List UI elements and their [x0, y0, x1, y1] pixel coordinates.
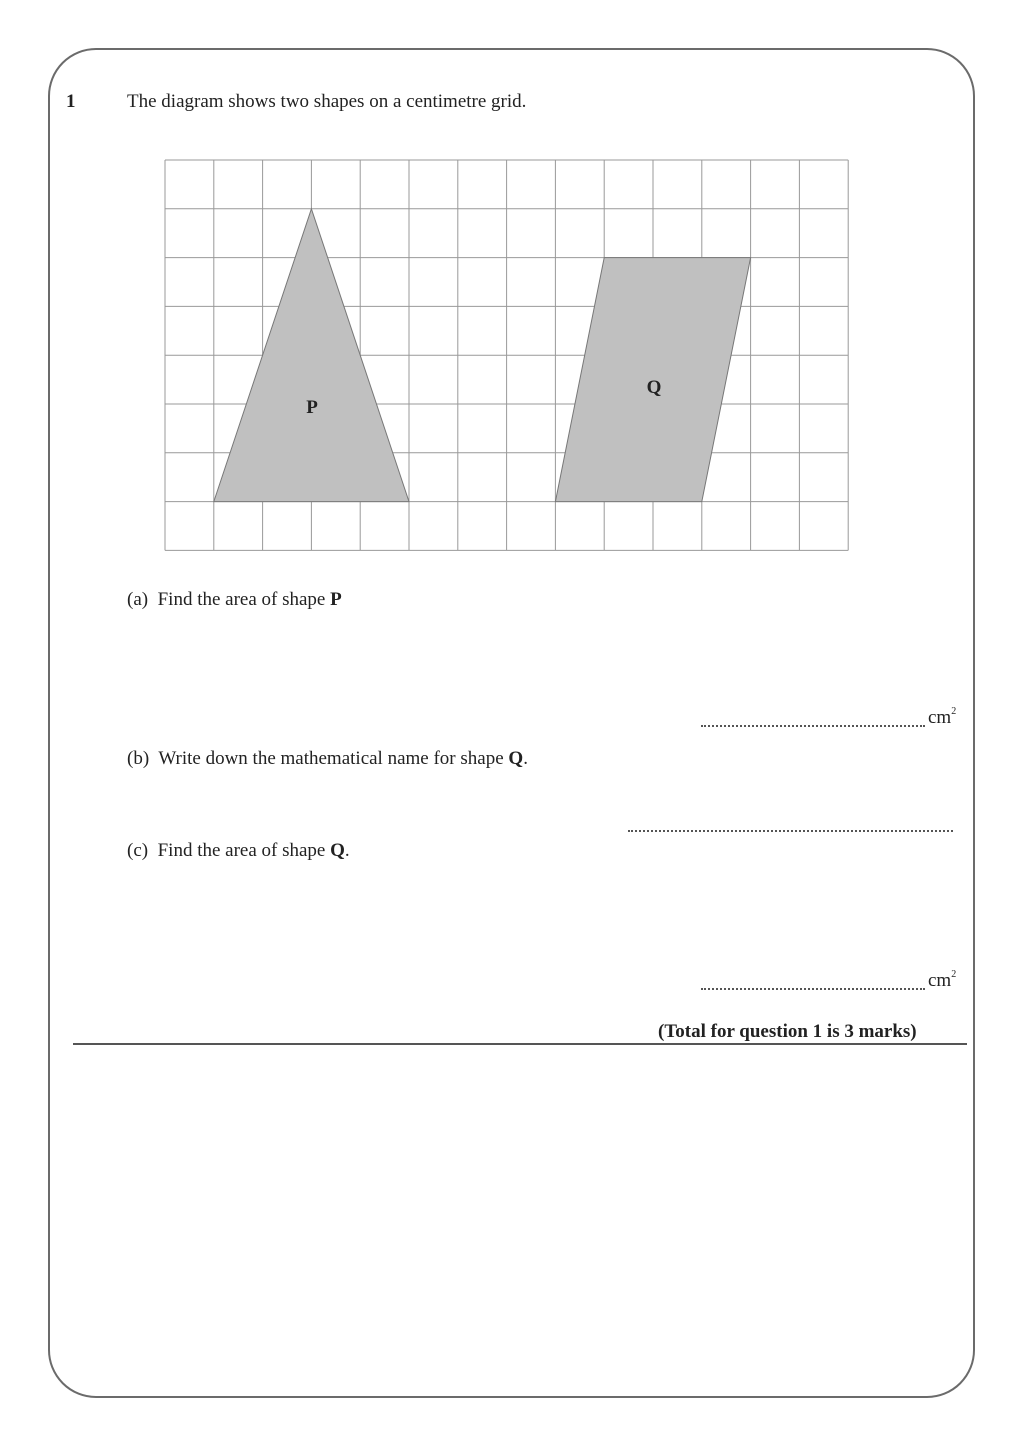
question-end-rule	[73, 1043, 967, 1045]
part-c-shape: Q	[330, 840, 345, 861]
part-c-text: Find the area of shape	[157, 840, 331, 861]
part-b	[127, 748, 528, 770]
part-b-letter: (b)	[127, 748, 150, 769]
part-c-unit-text: cm	[928, 970, 952, 991]
part-c-suffix: .	[344, 840, 350, 861]
part-b-text: Write down the mathematical name for shape	[158, 748, 509, 769]
part-a-text: Find the area of shape	[157, 589, 331, 610]
part-b-answer-line[interactable]	[628, 830, 953, 832]
part-a-letter: (a)	[127, 589, 149, 610]
part-c-unit	[928, 969, 956, 992]
part-b-suffix: .	[523, 748, 528, 769]
grid-diagram	[164, 159, 850, 552]
part-c-letter: (c)	[127, 840, 149, 861]
part-c	[127, 840, 350, 862]
part-c-unit-sup: 2	[951, 969, 957, 980]
part-a-unit-text: cm	[928, 707, 952, 728]
part-a-unit-sup: 2	[951, 706, 957, 717]
part-c-answer-line[interactable]	[701, 988, 925, 990]
part-b-shape: Q	[508, 748, 524, 769]
part-a-unit	[928, 706, 956, 729]
part-a-answer-line[interactable]	[701, 725, 925, 727]
question-intro: The diagram shows two shapes on a centimetre grid.	[127, 91, 527, 112]
part-a-shape: P	[330, 589, 342, 610]
question-number: 1	[66, 91, 76, 112]
part-a	[127, 589, 342, 611]
shape-q-label: Q	[646, 377, 662, 398]
shape-p-label: P	[306, 397, 318, 418]
question-total: (Total for question 1 is 3 marks)	[658, 1021, 917, 1042]
